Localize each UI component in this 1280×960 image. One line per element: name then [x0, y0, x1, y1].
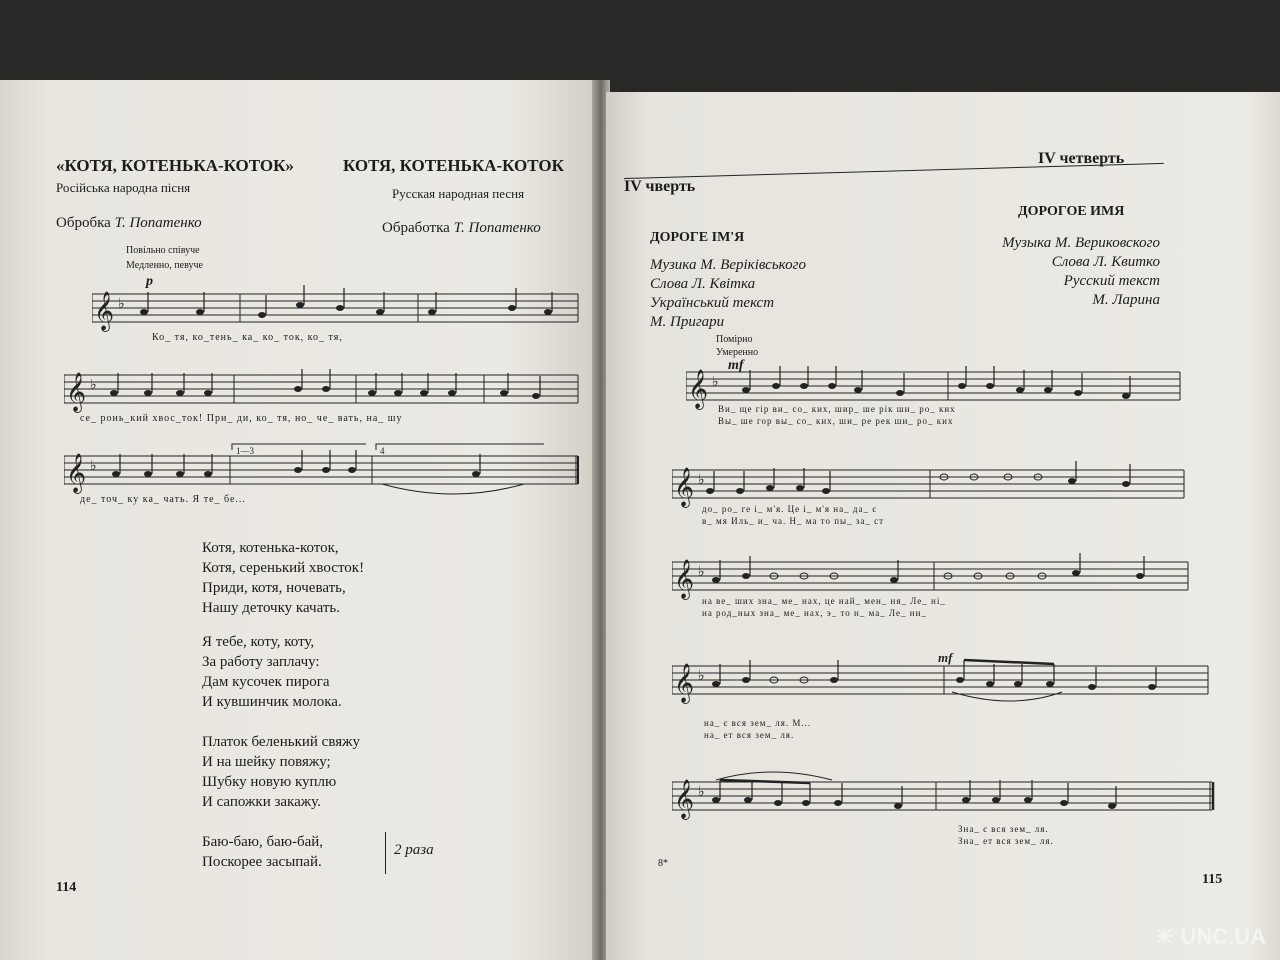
svg-text:♭: ♭ — [698, 669, 705, 684]
music-staff-4 — [672, 652, 1212, 708]
music-staff-5 — [672, 768, 1218, 824]
stanza-1: Котя, котенька-коток, Котя, серенький хвосток! Приди, котя, ночевать, Нашу деточку качать. — [202, 540, 365, 616]
stanza-3: Платок беленький свяжу И на шейку повяжу; Шубку новую куплю И сапожки закажу. — [202, 734, 360, 810]
volta-2: 4 — [380, 446, 385, 456]
tempo-ua: Помірно — [716, 334, 753, 345]
credits-ru: Музыка М. Вериковского Слова Л. Квитко Русский текст М. Ларина — [1002, 235, 1160, 308]
svg-text:♭: ♭ — [698, 785, 705, 800]
lyrics-4-ua: на_ є вся зем_ ля. М... — [704, 718, 812, 728]
svg-text:♭: ♭ — [698, 565, 705, 580]
svg-text:♭: ♭ — [698, 473, 705, 488]
lyrics-line-2: се_ ронь_кий хвос_ток! При_ ди, ко_ тя, но_ че_ вать, на_ шу — [80, 413, 403, 424]
subtitle-ru: Русская народная песня — [392, 186, 525, 201]
watermark-logo: ☀ UNC.UA — [1154, 924, 1266, 949]
music-staff-3 — [64, 442, 582, 502]
title-ua: ДОРОГЕ ІМ'Я — [650, 230, 745, 245]
left-page — [0, 80, 596, 960]
title-ua: «КОТЯ, КОТЕНЬКА-КОТОК» — [56, 156, 294, 175]
svg-text:♭: ♭ — [712, 375, 719, 390]
lyrics-1-ua: Ви_ ще гір ви_ со_ ких, шир_ ше рік ши_ ро_ ких — [718, 404, 956, 414]
lyrics-2-ru: в_ мя Иль_ и_ ча. Н_ ма то пы_ за_ ст — [702, 516, 885, 526]
lyrics-4-ru: на_ ет вся зем_ ля. — [704, 730, 795, 740]
dynamic-marking: p — [146, 274, 153, 289]
svg-text:𝄞: 𝄞 — [674, 665, 695, 702]
lyrics-line-1: Ко_ тя, ко_тень_ ка_ ко_ ток, ко_ тя, — [152, 332, 343, 343]
lyrics-3-ru: на род_ных зна_ ме_ нах, э_ то н_ ма_ Ле_ ни_ — [702, 608, 927, 618]
credits-ua: Музика М. Веріківського Слова Л. Квітка Український текст М. Пригари — [650, 257, 806, 330]
footnote: 8* — [658, 858, 668, 869]
lyrics-line-3: де_ точ_ ку ка_ чать. Я те_ бе... — [80, 494, 246, 505]
svg-text:𝄞: 𝄞 — [66, 455, 87, 492]
tempo-ru: Умеренно — [716, 347, 759, 358]
svg-text:𝄞: 𝄞 — [66, 374, 87, 411]
subtitle-ua: Російська народна пісня — [56, 180, 191, 195]
tempo-ua: Повільно співуче — [126, 245, 200, 256]
lyrics-2-ua: до_ ро_ ге і_ м'я. Це і_ м'я на_ да_ є — [702, 504, 878, 514]
lyrics-5-ua: Зна_ є вся зем_ ля. — [958, 824, 1049, 834]
lyrics-1-ru: Вы_ ше гор вы_ со_ ких, ши_ ре рек ши_ ро_ ких — [718, 416, 954, 426]
dynamic-marking: mf — [728, 358, 744, 373]
header-ru: IV четверть — [1038, 150, 1125, 167]
stanza-2: Я тебе, коту, коту, За работу заплачу: Дам кусочек пирога И кувшинчик молока. — [202, 634, 342, 710]
tempo-ru: Медленно, певуче — [126, 260, 203, 271]
title-ru: ДОРОГОЕ ИМЯ — [1018, 204, 1125, 219]
svg-text:𝄞: 𝄞 — [94, 293, 115, 330]
right-page — [606, 92, 1280, 960]
arranger-ru: Обработка Т. Попатенко — [382, 220, 541, 236]
sun-icon: ☀ — [1154, 924, 1175, 949]
svg-text:𝄞: 𝄞 — [674, 561, 695, 598]
svg-text:♭: ♭ — [90, 378, 97, 393]
svg-text:♭: ♭ — [90, 459, 97, 474]
arranger-ua: Обробка Т. Попатенко — [56, 215, 202, 231]
svg-text:mf: mf — [938, 652, 953, 665]
lyrics-5-ru: Зна_ ет вся зем_ ля. — [958, 836, 1054, 846]
svg-text:𝄞: 𝄞 — [688, 371, 709, 408]
svg-text:𝄞: 𝄞 — [674, 469, 695, 506]
svg-text:♭: ♭ — [118, 297, 125, 312]
page-number-right: 115 — [1202, 872, 1223, 887]
svg-text:𝄞: 𝄞 — [674, 781, 695, 818]
header-rule — [624, 163, 1164, 179]
volta-1: 1—3 — [236, 446, 254, 456]
title-ru: КОТЯ, КОТЕНЬКА-КОТОК — [343, 156, 564, 175]
lyrics-3-ua: на ве_ ших зна_ ме_ нах, це най_ мен_ ня_ Ле_ ні_ — [702, 596, 946, 606]
page-number-left: 114 — [56, 880, 77, 895]
repeat-note: 2 раза — [394, 842, 434, 858]
stanza-4: Баю-баю, баю-бай, Поскорее засыпай. — [202, 834, 324, 870]
header-ua: IV чверть — [624, 178, 696, 195]
repeat-bracket — [385, 832, 387, 874]
